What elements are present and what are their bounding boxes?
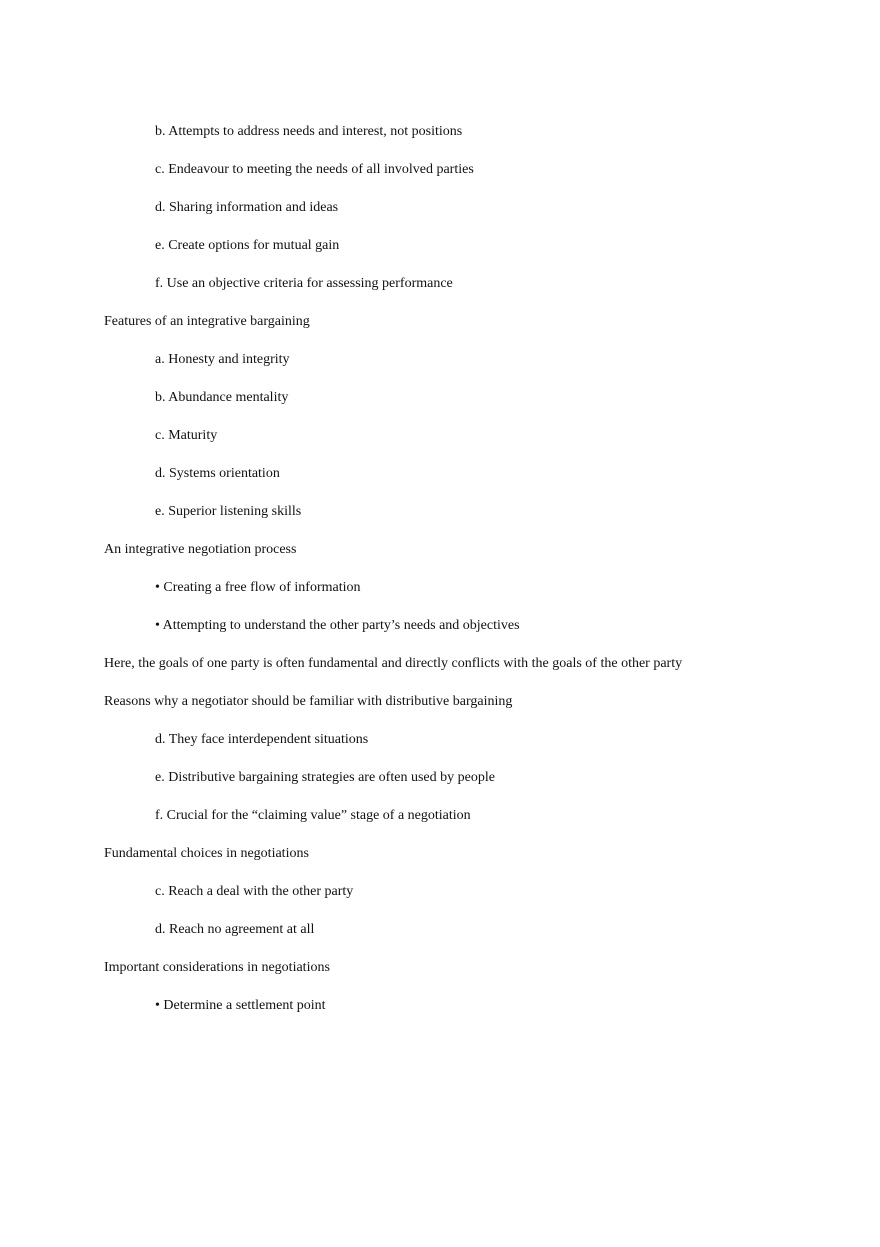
list-item: d. Sharing information and ideas [155,200,339,215]
list-item: e. Superior listening skills [155,504,302,519]
section-heading: Reasons why a negotiator should be familiar with distributive bargaining [104,694,513,709]
list-item: f. Use an objective criteria for assessing performance [155,276,453,291]
list-item: c. Maturity [155,428,218,443]
section-heading: Features of an integrative bargaining [104,314,310,329]
list-item: • Attempting to understand the other party’s needs and objectives [155,618,520,633]
list-item: b. Attempts to address needs and interest, not positions [155,124,463,139]
list-item: e. Create options for mutual gain [155,238,340,253]
section-heading: An integrative negotiation process [104,542,297,557]
list-item: c. Reach a deal with the other party [155,884,354,899]
list-item: d. They face interdependent situations [155,732,369,747]
list-item: a. Honesty and integrity [155,352,290,367]
list-item: • Determine a settlement point [155,998,326,1013]
list-item: • Creating a free flow of information [155,580,361,595]
list-item: e. Distributive bargaining strategies are often used by people [155,770,495,785]
list-item: d. Reach no agreement at all [155,922,315,937]
section-heading: Important considerations in negotiations [104,960,330,975]
paragraph: Here, the goals of one party is often fundamental and directly conflicts with the goals of the other party [104,656,683,671]
list-item: d. Systems orientation [155,466,280,481]
list-item: f. Crucial for the “claiming value” stage of a negotiation [155,808,471,823]
list-item: c. Endeavour to meeting the needs of all involved parties [155,162,474,177]
list-item: b. Abundance mentality [155,390,289,405]
section-heading: Fundamental choices in negotiations [104,846,309,861]
